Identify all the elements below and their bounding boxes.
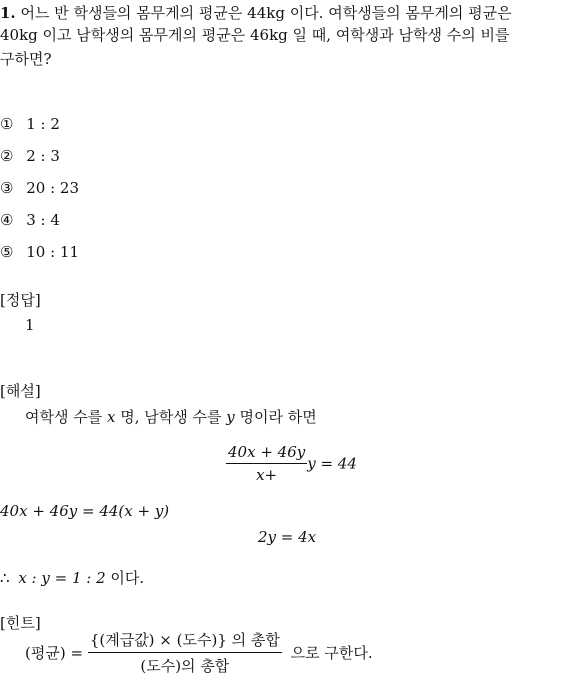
question-text-1: 어느 반 학생들의 몸무게의 평균은 44kg 이다. 여학생들의 몸무게의 평균은 — [20, 4, 512, 22]
choice-2[interactable] — [0, 147, 60, 165]
explanation-line-1 — [25, 406, 317, 427]
conclusion-ratio: x : y = 1 : 2 — [18, 569, 106, 587]
choice-mark: ④ — [0, 211, 14, 229]
explanation-text-c: 명이라 하면 — [239, 408, 317, 426]
hint-tail: 으로 구한다. — [290, 644, 373, 662]
choice-text: 20 : 23 — [26, 179, 79, 197]
question-line-2: 40kg 이고 남학생의 몸무게의 평균은 46kg 일 때, 여학생과 남학생 수의 비를 — [0, 26, 510, 44]
hint-fraction — [88, 629, 282, 676]
variable-y: y — [226, 408, 235, 426]
hint-numerator: {(계급값) × (도수)} 의 총합 — [88, 629, 282, 653]
fraction — [226, 443, 307, 484]
choice-3[interactable] — [0, 179, 79, 197]
hint-denominator: (도수)의 총합 — [140, 657, 230, 675]
choice-mark: ② — [0, 147, 14, 165]
choice-text: 2 : 3 — [26, 147, 60, 165]
choice-mark: ① — [0, 115, 14, 133]
choice-text: 10 : 11 — [26, 243, 79, 261]
choice-4[interactable] — [0, 211, 60, 229]
choice-mark: ③ — [0, 179, 14, 197]
conclusion-line — [0, 567, 144, 588]
choice-mark: ⑤ — [0, 243, 14, 261]
equation-3: 2y = 4x — [258, 528, 317, 546]
conclusion-tail: 이다. — [110, 569, 145, 587]
hint-formula — [25, 629, 373, 676]
question-line-3: 구하면? — [0, 50, 52, 68]
explanation-text-b: 명, 남학생 수를 — [120, 408, 222, 426]
fraction-denominator: x+ — [256, 466, 278, 484]
fraction-equation — [226, 443, 357, 484]
equation-2: 40x + 46y = 44(x + y) — [0, 502, 170, 520]
hint-label: [힌트] — [0, 614, 41, 632]
explanation-text-a: 여학생 수를 — [25, 408, 103, 426]
answer-value: 1 — [25, 316, 35, 334]
question-number: 1. — [0, 4, 16, 22]
choice-text: 1 : 2 — [26, 115, 60, 133]
answer-label: [정답] — [0, 291, 41, 309]
hint-lhs: (평균) = — [25, 644, 84, 662]
variable-x: x — [107, 408, 116, 426]
choice-1[interactable] — [0, 115, 60, 133]
choice-5[interactable] — [0, 243, 79, 261]
fraction-numerator: 40x + 46y — [226, 443, 307, 464]
choice-text: 3 : 4 — [26, 211, 60, 229]
fraction-rhs: y = 44 — [307, 454, 357, 473]
explanation-label: [해설] — [0, 382, 41, 400]
therefore-symbol: ∴ — [0, 569, 10, 587]
